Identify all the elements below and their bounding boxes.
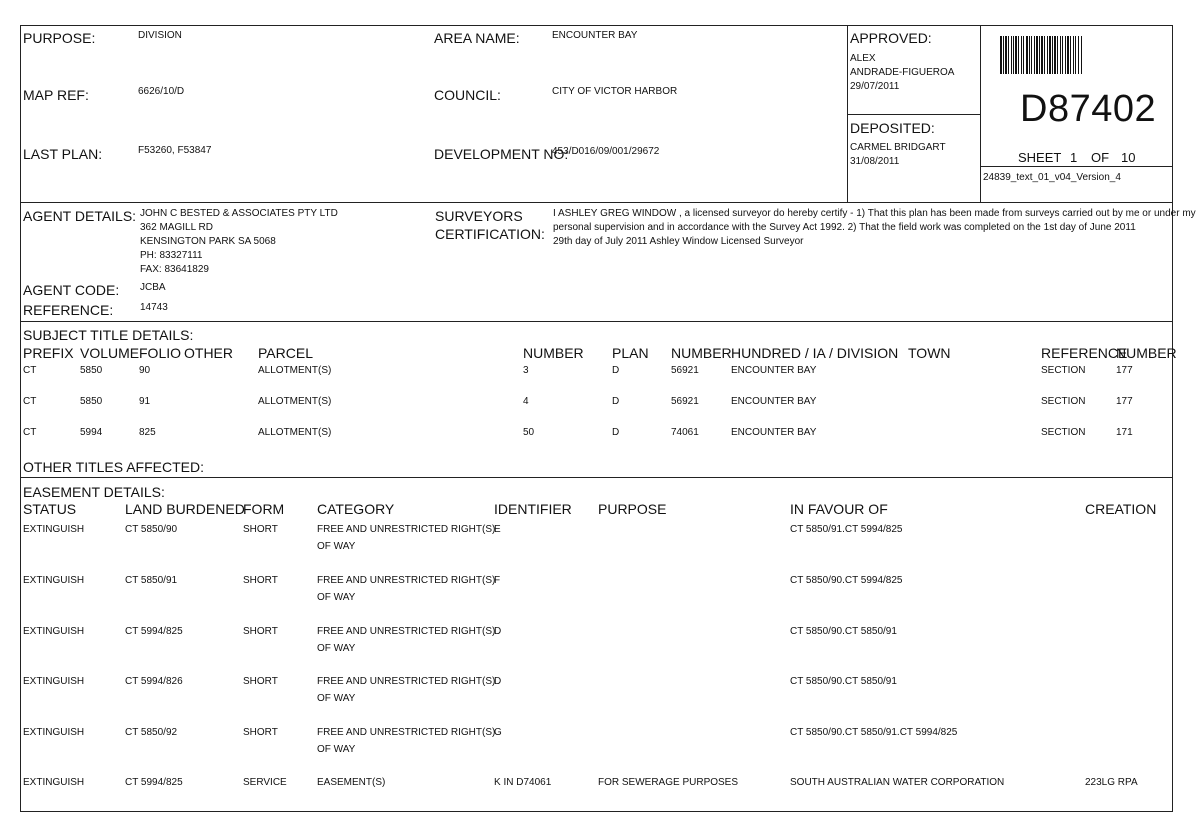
title-prefix: CT (23, 365, 37, 376)
ease-form: SHORT (243, 626, 278, 637)
barcode-bar (1026, 36, 1028, 74)
title-prefix: CT (23, 396, 37, 407)
ease-land: CT 5850/90 (125, 524, 178, 535)
header-divider (20, 202, 1173, 203)
ease-status: EXTINGUISH (23, 524, 85, 535)
barcode-bar (1073, 36, 1074, 74)
barcode-bar (1060, 36, 1061, 74)
ease-category-line1: FREE AND UNRESTRICTED RIGHT(S) (317, 626, 496, 637)
ease-in-favour-of: CT 5850/90.CT 5994/825 (790, 575, 903, 586)
certification-label-line2: CERTIFICATION: (435, 226, 545, 242)
agent-details-label: AGENT DETAILS: (23, 208, 137, 224)
title-folio: 90 (139, 365, 151, 376)
ease-identifier: E (494, 524, 501, 535)
col-header-reference-number: NUMBER (1116, 345, 1177, 361)
ease-status: EXTINGUISH (23, 626, 85, 637)
ease-land: CT 5850/91 (125, 575, 178, 586)
barcode-bar (1070, 36, 1071, 74)
agent-address-line1: 362 MAGILL RD (140, 222, 213, 233)
ease-in-favour-of: CT 5850/90.CT 5850/91.CT 5994/825 (790, 727, 958, 738)
last-plan-value: F53260, F53847 (138, 145, 212, 156)
title-reference: SECTION (1041, 396, 1086, 407)
title-volume: 5994 (80, 427, 103, 438)
sheet-label: SHEET (1018, 150, 1062, 165)
ease-category-line1: FREE AND UNRESTRICTED RIGHT(S) (317, 524, 496, 535)
agent-phone: PH: 83327111 (140, 250, 203, 261)
barcode-bar (1039, 36, 1040, 74)
title-reference: SECTION (1041, 427, 1086, 438)
barcode (1000, 36, 1144, 74)
col-header-number: NUMBER (523, 345, 584, 361)
col-header-volume: VOLUME (80, 345, 140, 361)
col-header-plan-number: NUMBER (671, 345, 732, 361)
ease-land: CT 5994/826 (125, 676, 183, 687)
col-header-parcel: PARCEL (258, 345, 313, 361)
deposited-name: CARMEL BRIDGART (850, 142, 946, 153)
ease-in-favour-of: SOUTH AUSTRALIAN WATER CORPORATION (790, 777, 1005, 788)
council-label: COUNCIL: (434, 87, 501, 103)
ease-land: CT 5994/825 (125, 777, 183, 788)
easement-details-label: EASEMENT DETAILS: (23, 484, 165, 500)
ease-form: SHORT (243, 727, 278, 738)
map-ref-label: MAP REF: (23, 87, 89, 103)
barcode-bar (1057, 36, 1058, 74)
barcode-bar (1065, 36, 1066, 74)
ease-in-favour-of: CT 5850/91.CT 5994/825 (790, 524, 903, 535)
ease-status: EXTINGUISH (23, 676, 85, 687)
barcode-bar (1008, 36, 1009, 74)
ease-status: EXTINGUISH (23, 777, 85, 788)
area-name-label: AREA NAME: (434, 30, 520, 46)
ease-identifier: G (494, 727, 502, 738)
ease-form: SHORT (243, 575, 278, 586)
ease-category-line2: OF WAY (317, 693, 356, 704)
barcode-bar (1018, 36, 1019, 74)
agent-code-label: AGENT CODE: (23, 282, 120, 298)
agent-name: JOHN C BESTED & ASSOCIATES PTY LTD (140, 208, 338, 219)
title-plan-number: 74061 (671, 427, 699, 438)
area-name-value: ENCOUNTER BAY (552, 30, 638, 41)
outer-border-right (1172, 25, 1173, 812)
subject-title-details-label: SUBJECT TITLE DETAILS: (23, 327, 194, 343)
barcode-bar (1062, 36, 1063, 74)
ease-identifier: K IN D74061 (494, 777, 552, 788)
barcode-bar (1013, 36, 1014, 74)
outer-border-bottom (20, 811, 1173, 812)
title-plan: D (612, 396, 620, 407)
ease-category-line1: FREE AND UNRESTRICTED RIGHT(S) (317, 727, 496, 738)
ease-header-purpose: PURPOSE (598, 501, 667, 517)
reference-value: 14743 (140, 302, 168, 313)
approved-name-last: ANDRADE-FIGUEROA (850, 67, 955, 78)
title-reference-number: 171 (1116, 427, 1133, 438)
sheet-total: 10 (1121, 150, 1136, 165)
title-hundred: ENCOUNTER BAY (731, 396, 817, 407)
title-reference-number: 177 (1116, 396, 1133, 407)
ease-form: SHORT (243, 524, 278, 535)
title-plan: D (612, 365, 620, 376)
col-header-hundred: HUNDRED / IA / DIVISION (731, 345, 899, 361)
barcode-bar (1052, 36, 1053, 74)
barcode-bar (1049, 36, 1051, 74)
barcode-bar (1029, 36, 1030, 74)
other-titles-affected-label: OTHER TITLES AFFECTED: (23, 459, 204, 475)
barcode-bar (1036, 36, 1038, 74)
title-volume: 5850 (80, 396, 103, 407)
plan-number: D87402 (1020, 88, 1157, 130)
title-number: 4 (523, 396, 529, 407)
agent-fax: FAX: 83641829 (140, 264, 209, 275)
ease-identifier: D (494, 626, 502, 637)
agent-code-value: JCBA (140, 282, 166, 293)
sheet-number: 1 (1070, 150, 1078, 165)
certification-text-line2: personal supervision and in accordance with the Survey Act 1992. 2) That the field work was completed on the 1st day of June 2011 (553, 222, 1136, 233)
title-parcel: ALLOTMENT(S) (258, 396, 332, 407)
plan-box-left (980, 25, 981, 202)
ease-category-line2: OF WAY (317, 643, 356, 654)
title-reference-number: 177 (1116, 365, 1133, 376)
col-header-other: OTHER (184, 345, 233, 361)
ease-form: SHORT (243, 676, 278, 687)
barcode-bar (1005, 36, 1007, 74)
barcode-bar (1047, 36, 1048, 74)
ease-header-status: STATUS (23, 501, 77, 517)
ease-header-category: CATEGORY (317, 501, 395, 517)
ease-in-favour-of: CT 5850/90.CT 5850/91 (790, 676, 897, 687)
barcode-bar (1054, 36, 1056, 74)
barcode-bar (1075, 36, 1076, 74)
col-header-folio: FOLIO (139, 345, 182, 361)
map-ref-value: 6626/10/D (138, 86, 185, 97)
titles-divider (20, 477, 1173, 478)
ease-identifier: F (494, 575, 501, 586)
title-plan-number: 56921 (671, 396, 699, 407)
col-header-reference: REFERENCE (1041, 345, 1128, 361)
barcode-bar (1021, 36, 1022, 74)
ease-category-line2: OF WAY (317, 541, 356, 552)
col-header-town: TOWN (908, 345, 951, 361)
title-number: 50 (523, 427, 535, 438)
reference-label: REFERENCE: (23, 302, 114, 318)
council-value: CITY OF VICTOR HARBOR (552, 86, 678, 97)
ease-creation: 223LG RPA (1085, 777, 1138, 788)
title-reference: SECTION (1041, 365, 1086, 376)
title-folio: 91 (139, 396, 151, 407)
title-volume: 5850 (80, 365, 103, 376)
certification-label-line1: SURVEYORS (435, 208, 523, 224)
ease-land: CT 5994/825 (125, 626, 183, 637)
barcode-bar (1003, 36, 1004, 74)
ease-in-favour-of: CT 5850/90.CT 5850/91 (790, 626, 897, 637)
col-header-prefix: PREFIX (23, 345, 74, 361)
ease-purpose: FOR SEWERAGE PURPOSES (598, 777, 739, 788)
ease-land: CT 5850/92 (125, 727, 178, 738)
certification-text-line1: I ASHLEY GREG WINDOW , a licensed surveyor do hereby certify - 1) That this plan has been made from surveys carried out by me or under my (553, 208, 1196, 219)
ease-form: SERVICE (243, 777, 287, 788)
agent-divider (20, 321, 1173, 322)
ease-category-line2: OF WAY (317, 592, 356, 603)
outer-border-left (20, 25, 21, 812)
agent-address-line2: KENSINGTON PARK SA 5068 (140, 236, 276, 247)
title-prefix: CT (23, 427, 37, 438)
ease-category-line1: FREE AND UNRESTRICTED RIGHT(S) (317, 676, 496, 687)
file-reference: 24839_text_01_v04_Version_4 (983, 172, 1121, 183)
barcode-bar (1015, 36, 1017, 74)
barcode-bar (1034, 36, 1035, 74)
barcode-bar (1031, 36, 1032, 74)
ease-category-line1: EASEMENT(S) (317, 777, 386, 788)
outer-border-top (20, 25, 1173, 26)
approved-label: APPROVED: (850, 30, 932, 46)
title-hundred: ENCOUNTER BAY (731, 365, 817, 376)
last-plan-label: LAST PLAN: (23, 146, 103, 162)
title-hundred: ENCOUNTER BAY (731, 427, 817, 438)
deposited-date: 31/08/2011 (850, 156, 900, 167)
development-no-value: 453/D016/09/001/29672 (552, 146, 660, 157)
title-plan: D (612, 427, 620, 438)
title-number: 3 (523, 365, 529, 376)
approved-name-first: ALEX (850, 53, 876, 64)
barcode-bar (1067, 36, 1069, 74)
barcode-bar (1011, 36, 1012, 74)
ease-status: EXTINGUISH (23, 727, 85, 738)
ease-category-line2: OF WAY (317, 744, 356, 755)
title-plan-number: 56921 (671, 365, 699, 376)
ease-category-line1: FREE AND UNRESTRICTED RIGHT(S) (317, 575, 496, 586)
development-no-label: DEVELOPMENT NO: (434, 146, 569, 162)
sheet-divider (980, 166, 1173, 167)
col-header-plan: PLAN (612, 345, 649, 361)
ease-header-identifier: IDENTIFIER (494, 501, 572, 517)
purpose-value: DIVISION (138, 30, 182, 41)
barcode-bar (1078, 36, 1079, 74)
barcode-bar (1023, 36, 1024, 74)
ease-header-creation: CREATION (1085, 501, 1157, 517)
ease-header-form: FORM (243, 501, 285, 517)
purpose-label: PURPOSE: (23, 30, 96, 46)
certification-text-line3: 29th day of July 2011 Ashley Window Licensed Surveyor (553, 236, 804, 247)
approved-deposited-divider (847, 114, 980, 115)
title-parcel: ALLOTMENT(S) (258, 365, 332, 376)
ease-status: EXTINGUISH (23, 575, 85, 586)
title-folio: 825 (139, 427, 156, 438)
sheet-of: OF (1091, 150, 1110, 165)
deposited-label: DEPOSITED: (850, 120, 935, 136)
title-parcel: ALLOTMENT(S) (258, 427, 332, 438)
ease-header-land-burdened: LAND BURDENED (125, 501, 245, 517)
approved-date: 29/07/2011 (850, 81, 900, 92)
ease-header-in-favour-of: IN FAVOUR OF (790, 501, 888, 517)
barcode-bar (1041, 36, 1043, 74)
barcode-bar (1044, 36, 1045, 74)
barcode-bar (1081, 36, 1082, 74)
barcode-bar (1000, 36, 1002, 74)
ease-identifier: D (494, 676, 502, 687)
